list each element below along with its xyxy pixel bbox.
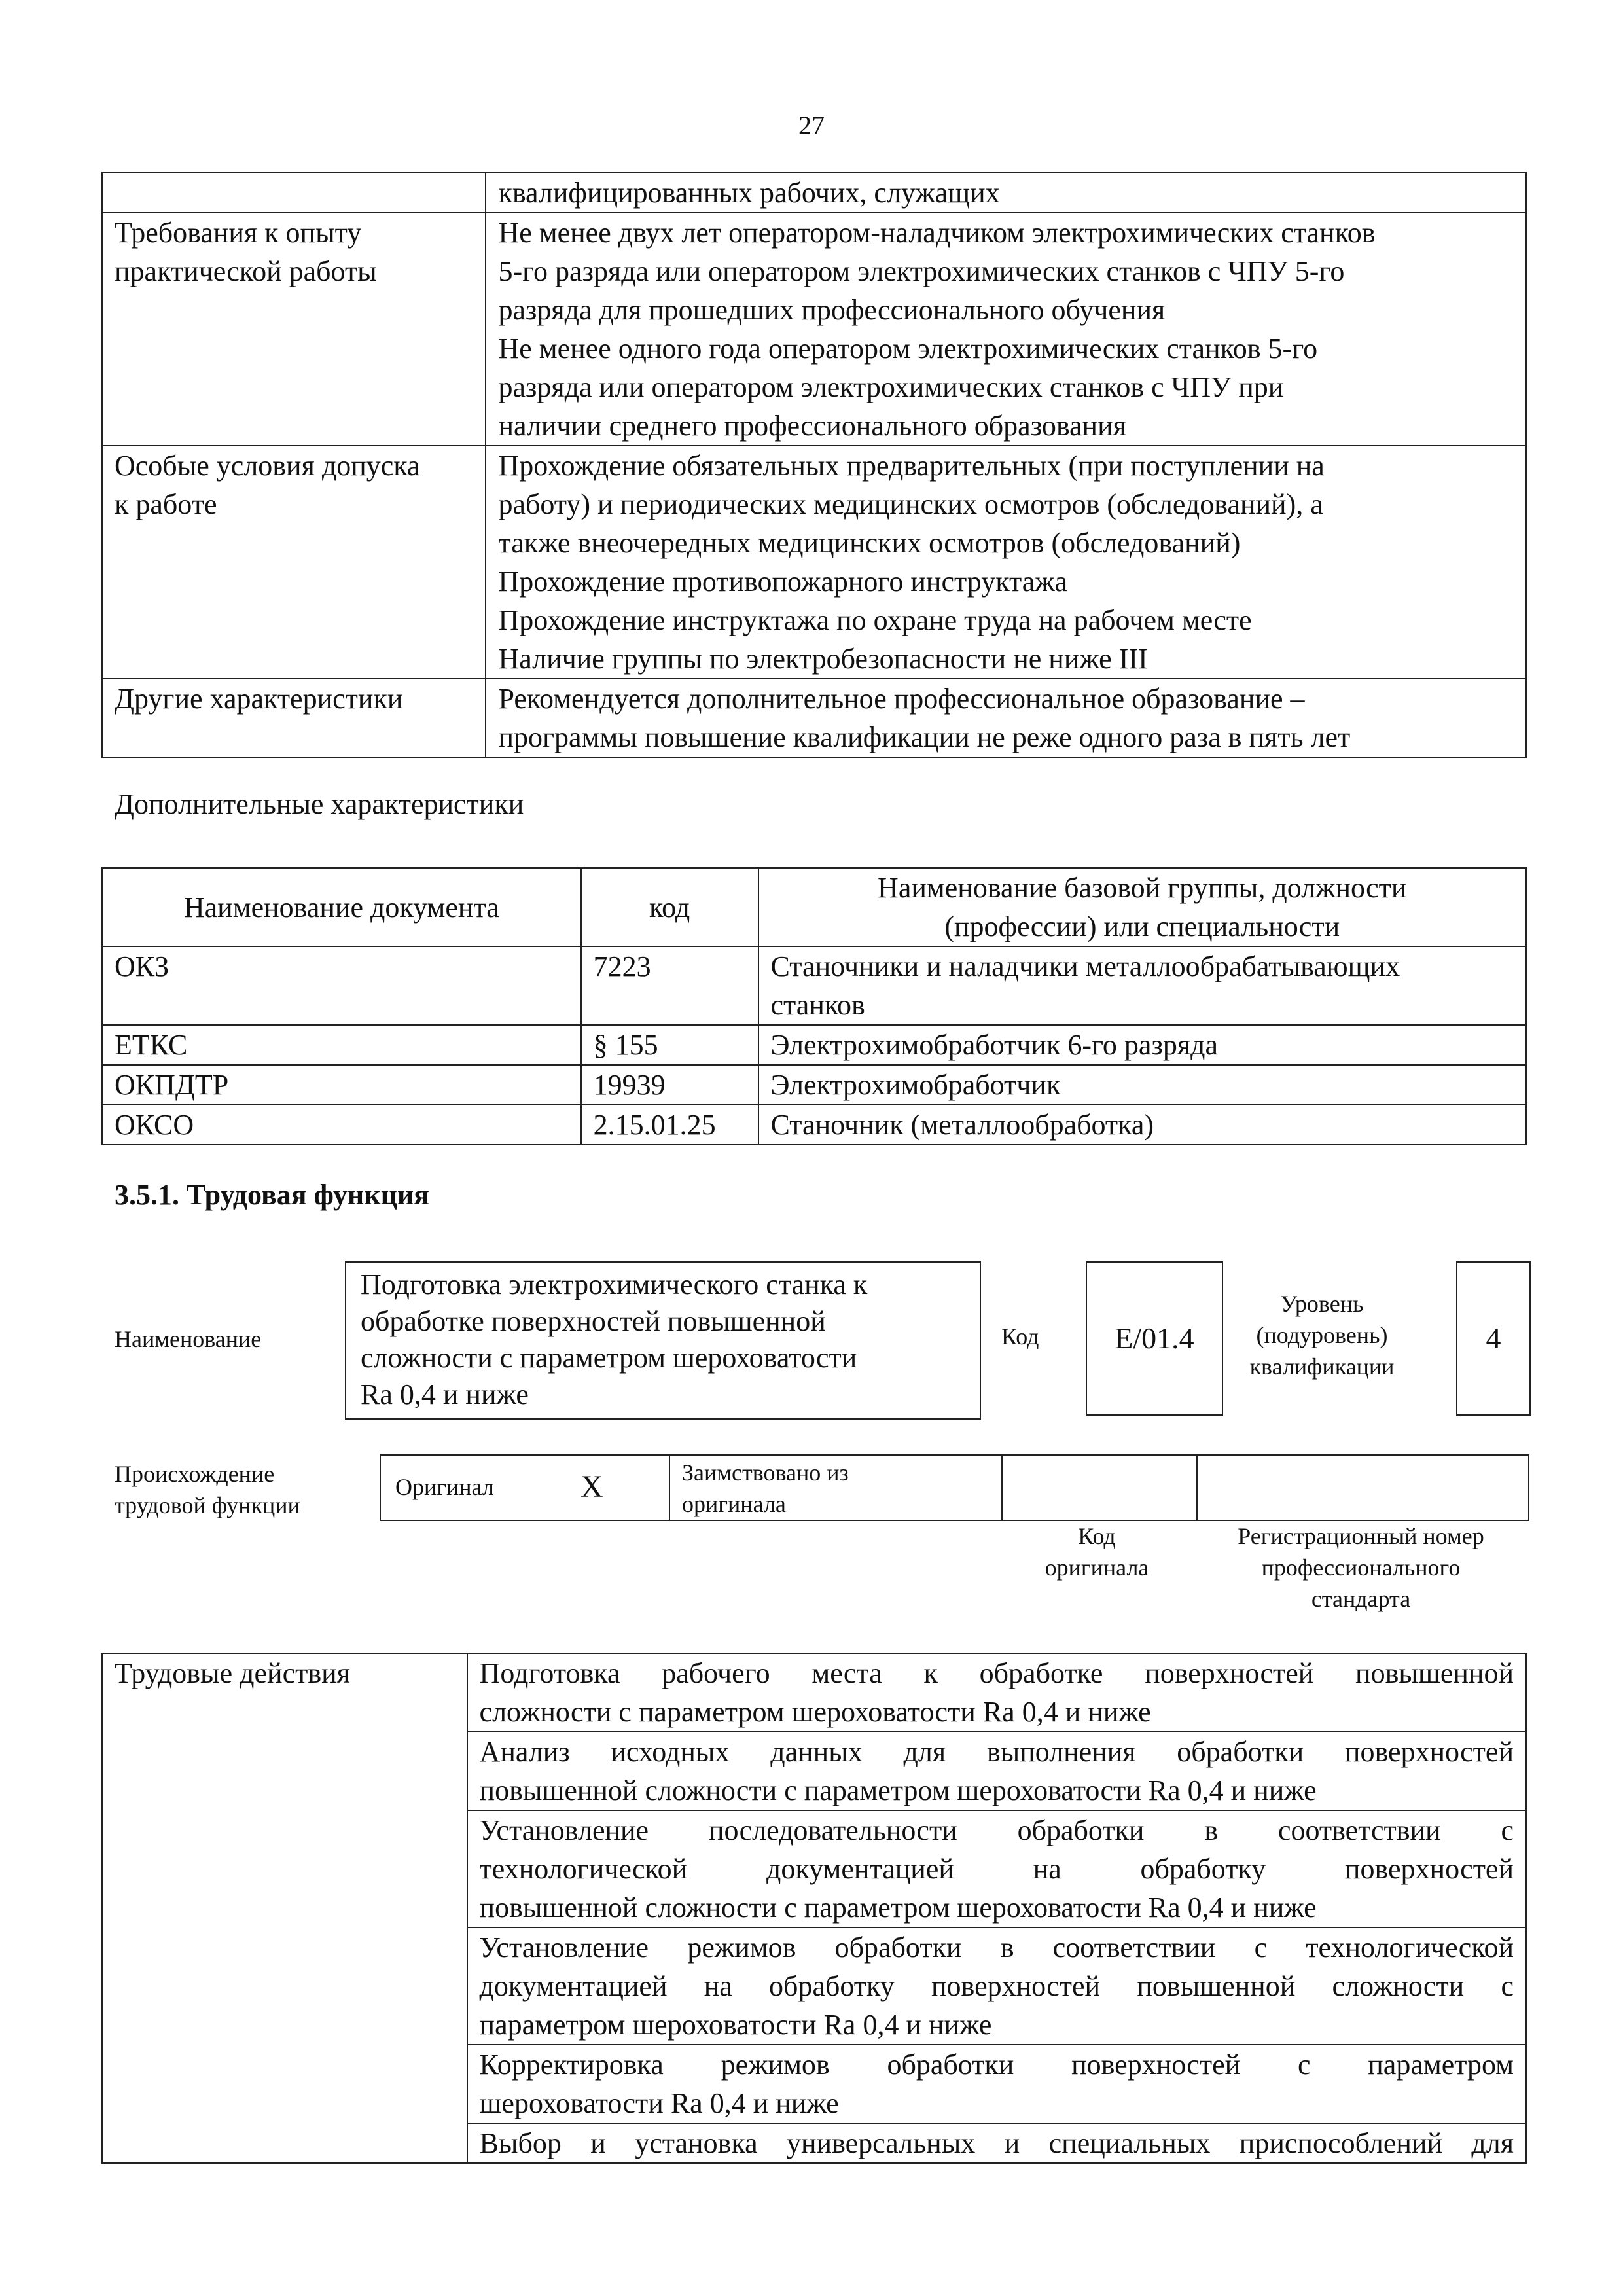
table-row bbox=[102, 1653, 1526, 1732]
row-value: Прохождение обязательных предварительных (при поступлении на работу) и периодических медицинских осмотров (обследований), а также внеочередных медицинских осмотров (обследований) Прохождение противопожарного инструктажа Прохождение инструктажа по охране труда на рабочем месте Наличие группы по электробезопасности не ниже III bbox=[486, 446, 1526, 679]
original-mark: X bbox=[580, 1469, 603, 1504]
action-item: Установление последовательности обработки в соответствии с технологической документацией на обработку поверхностей повышенной сложности с параметром шероховатости Ra 0,4 и ниже bbox=[467, 1810, 1526, 1928]
header-code: код bbox=[581, 868, 758, 946]
level-value-box: 4 bbox=[1456, 1261, 1531, 1416]
table-row bbox=[102, 213, 1526, 446]
cell-group: Станочник (металлообработка) bbox=[758, 1105, 1526, 1145]
code-original-cell bbox=[1001, 1456, 1198, 1520]
table-row bbox=[102, 679, 1526, 757]
row-value: Не менее двух лет оператором-наладчиком электрохимических станков 5-го разряда или оператором электрохимических станков с ЧПУ 5-го разряда для прошедших профессионального обучения Не менее одного года оператором электрохимических станков 5-го разряда или оператором электрохимических станков с ЧПУ при наличии среднего профессионального образования bbox=[486, 213, 1526, 446]
additional-table bbox=[101, 867, 1527, 1145]
table-row bbox=[102, 1025, 1526, 1065]
code-original-caption: Код оригинала bbox=[1044, 1523, 1149, 1581]
actions-label: Трудовые действия bbox=[102, 1653, 467, 2163]
function-name-box: Подготовка электрохимического станка к обработке поверхностей повышенной сложности с параметром шероховатости Ra 0,4 и ниже bbox=[345, 1261, 981, 1420]
row-value: Рекомендуется дополнительное профессиональное образование – программы повышение квалификации не реже одного раза в пять лет bbox=[486, 679, 1526, 757]
name-label: Наименование bbox=[115, 1326, 262, 1352]
level-label: Уровень (подуровень) квалификации bbox=[1249, 1291, 1395, 1380]
cell-code: 19939 bbox=[581, 1065, 758, 1105]
borrowed-label: Заимствовано из оригинала bbox=[682, 1460, 849, 1517]
table-row bbox=[102, 1105, 1526, 1145]
action-item: Корректировка режимов обработки поверхностей с параметром шероховатости Ra 0,4 и ниже bbox=[467, 2045, 1526, 2123]
table-header-row bbox=[102, 868, 1526, 946]
code-value-box: E/01.4 bbox=[1086, 1261, 1223, 1416]
header-group: Наименование базовой группы, должности (профессии) или специальности bbox=[758, 868, 1526, 946]
action-item: Выбор и установка универсальных и специальных приспособлений для bbox=[467, 2123, 1526, 2163]
original-cell: Оригинал X bbox=[381, 1456, 670, 1520]
table-row bbox=[102, 1065, 1526, 1105]
cell-group: Станочники и наладчики металлообрабатывающих станков bbox=[758, 946, 1526, 1025]
cell-doc: ОКЗ bbox=[102, 946, 581, 1025]
cell-group: Электрохимобработчик 6-го разряда bbox=[758, 1025, 1526, 1065]
row-label bbox=[102, 173, 486, 213]
additional-title: Дополнительные характеристики bbox=[115, 788, 524, 820]
action-item: Анализ исходных данных для выполнения обработки поверхностей повышенной сложности с параметром шероховатости Ra 0,4 и ниже bbox=[467, 1732, 1526, 1810]
row-value: квалифицированных рабочих, служащих bbox=[486, 173, 1526, 213]
origin-box bbox=[380, 1454, 1529, 1521]
cell-code: § 155 bbox=[581, 1025, 758, 1065]
table-row bbox=[102, 446, 1526, 679]
origin-label: Происхождение трудовой функции bbox=[115, 1461, 300, 1518]
action-item: Подготовка рабочего места к обработке поверхностей повышенной сложности с параметром шероховатости Ra 0,4 и ниже bbox=[467, 1653, 1526, 1732]
cell-code: 7223 bbox=[581, 946, 758, 1025]
function-heading: 3.5.1. Трудовая функция bbox=[115, 1179, 430, 1211]
action-item: Установление режимов обработки в соответствии с технологической документацией на обработку поверхностей повышенной сложности с параметром шероховатости Ra 0,4 и ниже bbox=[467, 1928, 1526, 2045]
cell-doc: ОКСО bbox=[102, 1105, 581, 1145]
actions-table bbox=[101, 1653, 1527, 2164]
code-label: Код bbox=[1001, 1323, 1039, 1350]
row-label: Требования к опыту практической работы bbox=[102, 213, 486, 446]
qualification-table bbox=[101, 172, 1527, 758]
cell-code: 2.15.01.25 bbox=[581, 1105, 758, 1145]
page-number: 27 bbox=[798, 111, 825, 140]
table-row bbox=[102, 173, 1526, 213]
cell-doc: ОКПДТР bbox=[102, 1065, 581, 1105]
table-row bbox=[102, 946, 1526, 1025]
row-label: Особые условия допуска к работе bbox=[102, 446, 486, 679]
cell-group: Электрохимобработчик bbox=[758, 1065, 1526, 1105]
row-label: Другие характеристики bbox=[102, 679, 486, 757]
cell-doc: ЕТКС bbox=[102, 1025, 581, 1065]
reg-number-caption: Регистрационный номер профессионального стандарта bbox=[1238, 1523, 1484, 1612]
header-doc: Наименование документа bbox=[102, 868, 581, 946]
